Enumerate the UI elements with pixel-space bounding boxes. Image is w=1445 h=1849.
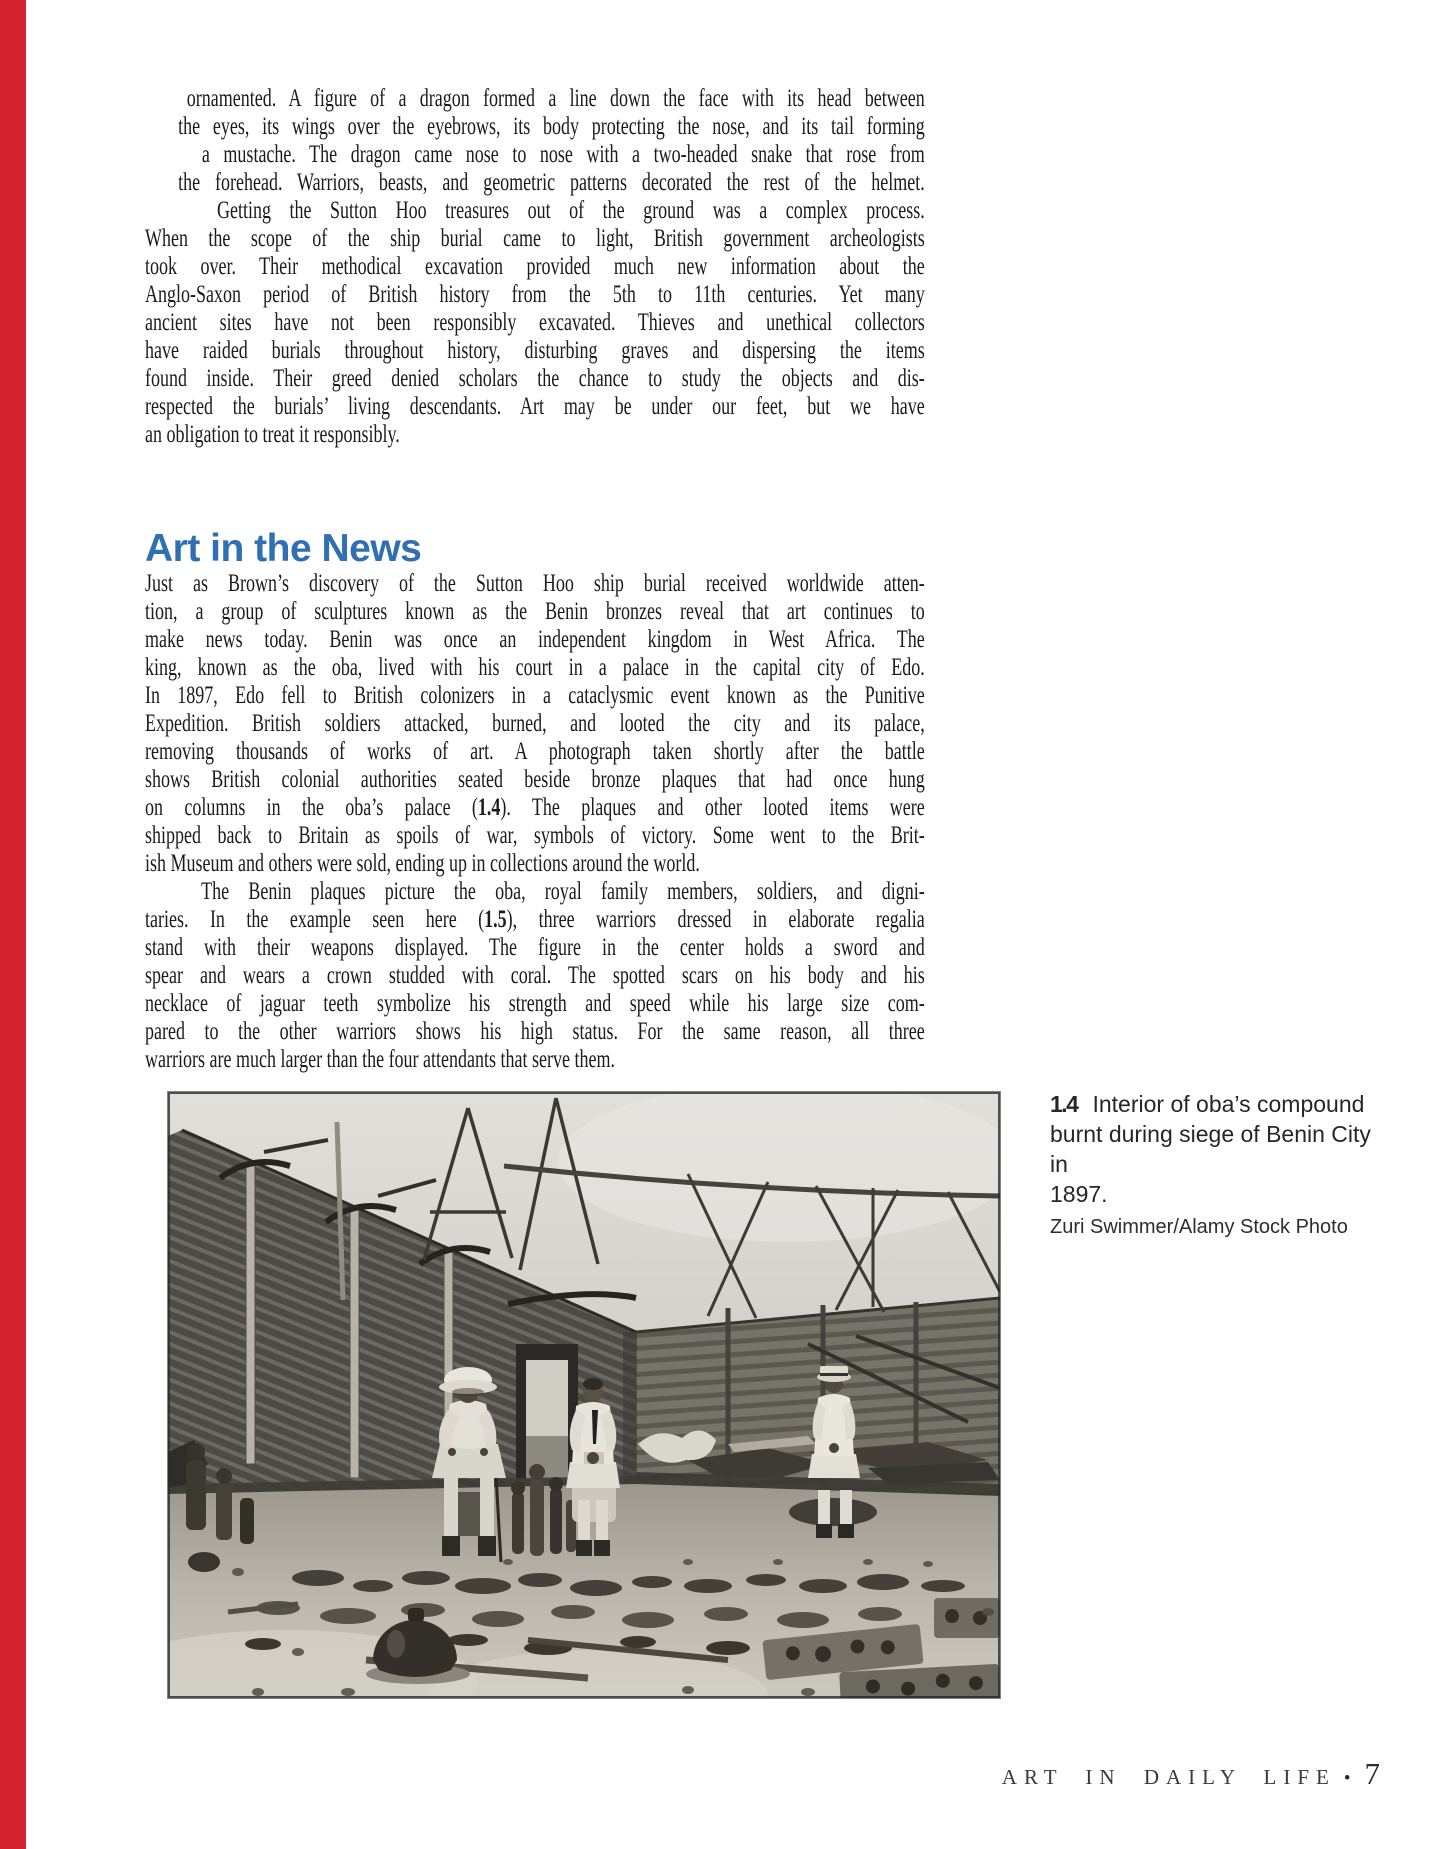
figure-1-4-photograph [168, 1092, 1000, 1698]
body-line: removing thousands of works of art. A photograph taken shortly after the battle [145, 738, 925, 765]
section-heading-art-in-the-news: Art in the News [145, 527, 422, 571]
caption-line: burnt during siege of Benin City in [1050, 1121, 1371, 1177]
figure-1-4-caption [1050, 1089, 1395, 1240]
body-line: Expedition. British soldiers attacked, burned, and looted the city and its palace, [145, 710, 925, 737]
body-line: the eyes, its wings over the eyebrows, its body protecting the nose, and its tail forming [178, 113, 925, 140]
line-segment: ). The plaques and other looted items were [500, 794, 925, 821]
body-line-with-figure-reference [145, 794, 925, 822]
body-line-with-figure-reference [145, 906, 925, 934]
paragraph-continuation [145, 85, 925, 197]
page-number: 7 [1364, 1756, 1380, 1791]
body-line: tion, a group of sculptures known as the Benin bronzes reveal that art continues to [145, 598, 925, 625]
figure-reference-1-4: 1.4 [477, 794, 501, 821]
body-line: ancient sites have not been responsibly excavated. Thieves and unethical collectors [145, 309, 925, 336]
body-text-block-top [145, 85, 925, 449]
caption-line: 1897. [1050, 1181, 1108, 1207]
body-line: king, known as the oba, lived with his court in a palace in the capital city of Edo. [145, 654, 925, 681]
body-line: have raided burials throughout history, disturbing graves and dispersing the items [145, 337, 925, 364]
paragraph-benin-plaques [145, 878, 925, 1074]
line-segment: ), three warriors dressed in elaborate regalia [506, 906, 925, 933]
body-line: make news today. Benin was once an independent kingdom in West Africa. The [145, 626, 925, 653]
body-text-block-bottom [145, 570, 925, 1074]
figure-number: 1.4 [1050, 1091, 1078, 1117]
body-line: When the scope of the ship burial came to light, British government archeologists [145, 225, 925, 252]
body-line: an obligation to treat it responsibly. [145, 421, 400, 448]
benin-compound-photo-illustration [168, 1092, 1000, 1698]
caption-line [1050, 1089, 1395, 1119]
body-line: In 1897, Edo fell to British colonizers in a cataclysmic event known as the Punitive [145, 682, 925, 709]
body-line: warriors are much larger than the four attendants that serve them. [145, 1046, 615, 1073]
paragraph-benin-bronzes [145, 570, 925, 878]
body-line: took over. Their methodical excavation provided much new information about the [145, 253, 925, 280]
body-line: ornamented. A figure of a dragon formed a line down the face with its head between [186, 85, 925, 112]
body-line: shipped back to Britain as spoils of war, symbols of victory. Some went to the Brit- [145, 822, 925, 849]
body-line: pared to the other warriors shows his high status. For the same reason, all three [145, 1018, 925, 1045]
body-line: Getting the Sutton Hoo treasures out of the ground was a complex process. [217, 197, 925, 224]
page-footer [1002, 1756, 1380, 1792]
body-line: Just as Brown’s discovery of the Sutton Hoo ship burial received worldwide atten- [145, 570, 925, 597]
paragraph-sutton-hoo-excavation [145, 197, 925, 449]
body-line: spear and wears a crown studded with coral. The spotted scars on his body and his [145, 962, 925, 989]
body-line: necklace of jaguar teeth symbolize his strength and speed while his large size com- [145, 990, 925, 1017]
photo-credit: Zuri Swimmer/Alamy Stock Photo [1050, 1216, 1348, 1238]
footer-bullet: • [1343, 1768, 1351, 1789]
body-line: shows British colonial authorities seated beside bronze plaques that had once hung [145, 766, 925, 793]
body-line: found inside. Their greed denied scholars the chance to study the objects and dis- [145, 365, 925, 392]
body-line: Anglo-Saxon period of British history from the 5th to 11th centuries. Yet many [145, 281, 925, 308]
line-segment: on columns in the oba’s palace ( [145, 794, 478, 821]
caption-text: Interior of oba’s compound [1092, 1091, 1365, 1117]
running-head: ART IN DAILY LIFE [1001, 1765, 1336, 1789]
body-line: The Benin plaques picture the oba, royal family members, soldiers, and digni- [201, 878, 925, 905]
body-line: stand with their weapons displayed. The figure in the center holds a sword and [145, 934, 925, 961]
red-spine-accent-bar [0, 0, 26, 1849]
body-line: the forehead. Warriors, beasts, and geometric patterns decorated the rest of the helmet. [178, 169, 925, 196]
figure-reference-1-5: 1.5 [484, 906, 507, 933]
body-line: ish Museum and others were sold, ending up in collections around the world. [145, 850, 700, 877]
body-line: respected the burials’ living descendants. Art may be under our feet, but we have [145, 393, 925, 420]
body-line: a mustache. The dragon came nose to nose with a two-headed snake that rose from [201, 141, 925, 168]
line-segment: taries. In the example seen here ( [145, 906, 485, 933]
